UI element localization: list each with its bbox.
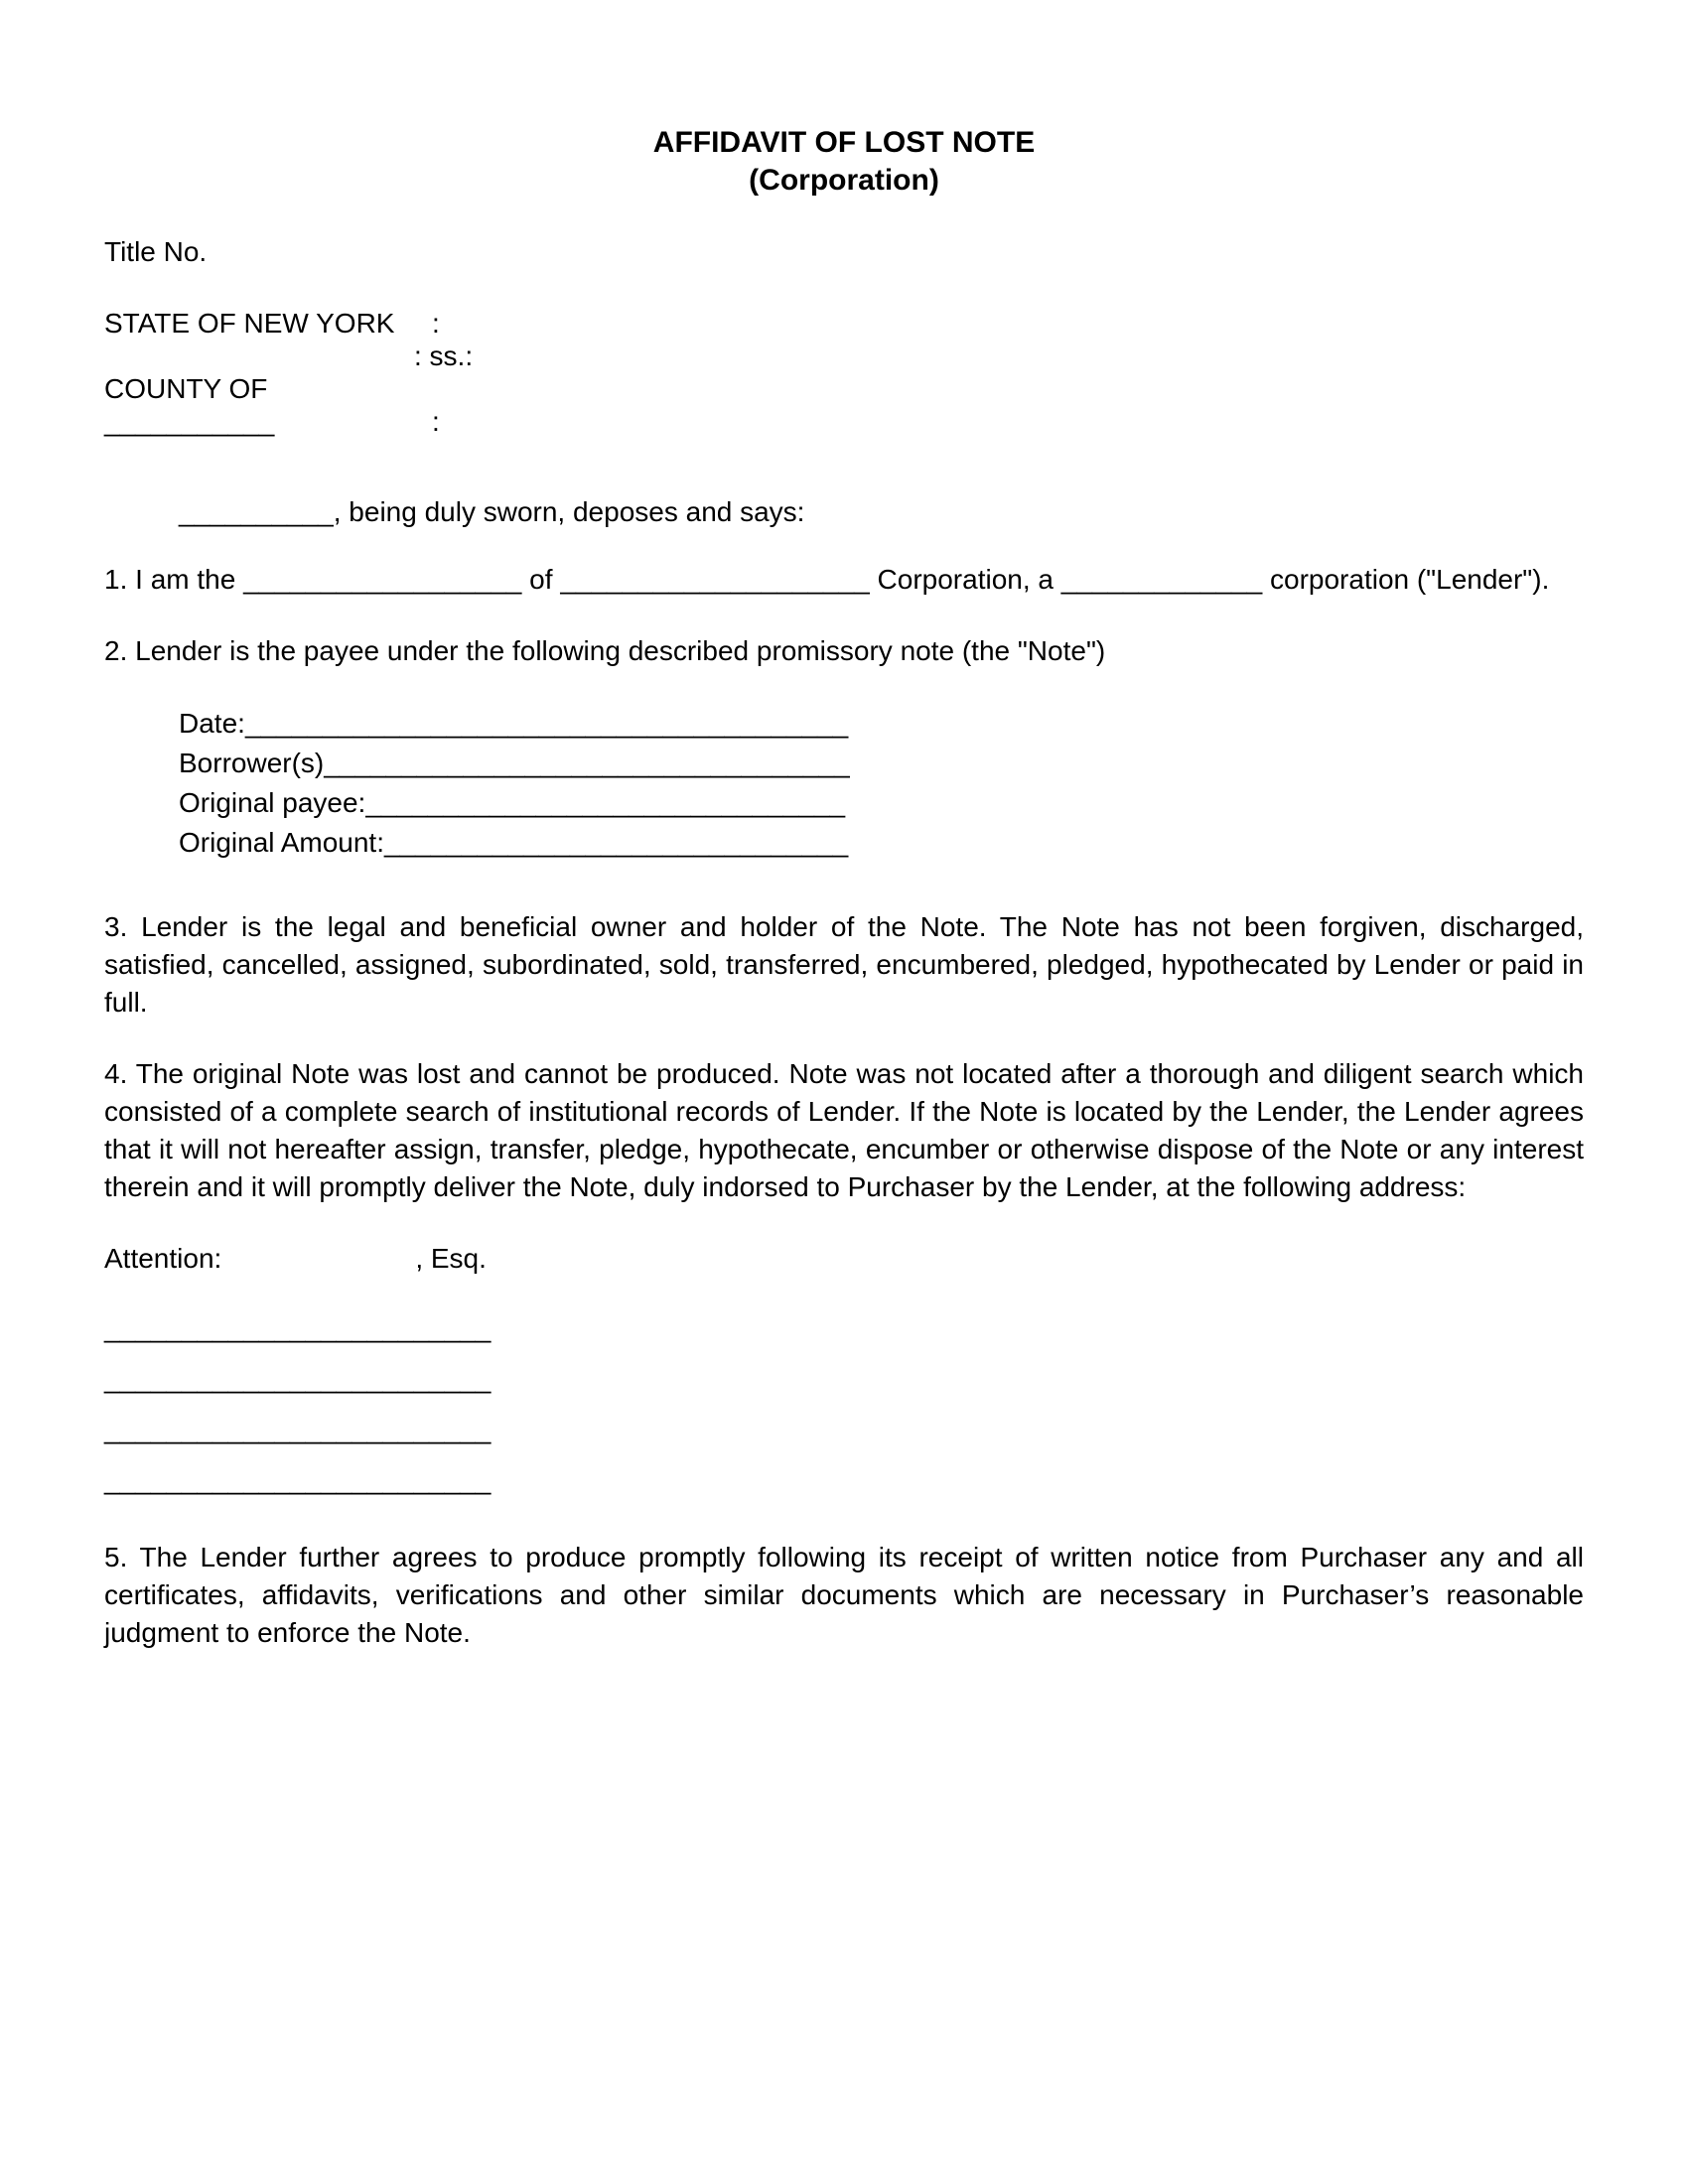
corporation-name-blank[interactable]: ____________________ xyxy=(560,564,870,595)
original-amount-blank[interactable]: ______________________________ xyxy=(384,827,849,858)
date-label: Date: xyxy=(179,708,245,739)
paragraph-3: 3. Lender is the legal and beneficial owner and holder of the Note. The Note has not been forgiven, discharged, satisfied, cancelled, assigned, subordinated, sold, transferred, encumbered, pledged, hypothecated by Lender or paid in full. xyxy=(104,911,1584,1018)
original-payee-blank[interactable]: _______________________________ xyxy=(365,787,846,818)
borrowers-field xyxy=(179,744,1584,783)
ss-text: : ss.: xyxy=(414,341,474,371)
sworn-statement-text: , being duly sworn, deposes and says: xyxy=(333,496,805,527)
original-amount-field xyxy=(179,823,1584,863)
county-label: COUNTY OF xyxy=(104,373,268,404)
state-colon: : xyxy=(432,308,440,339)
address-blank-line-2[interactable]: _________________________ xyxy=(104,1363,492,1394)
note-fields-block xyxy=(104,704,1584,863)
original-amount-label: Original Amount: xyxy=(179,827,384,858)
borrowers-label: Borrower(s) xyxy=(179,748,325,778)
address-blanks-block xyxy=(104,1309,1584,1499)
attention-esq: , Esq. xyxy=(415,1243,487,1274)
document-subtitle: (Corporation) xyxy=(749,164,939,197)
paragraph-1 xyxy=(104,561,1584,599)
attention-label: Attention: xyxy=(104,1243,222,1274)
venue-block xyxy=(104,307,1584,438)
paragraph-1-lead: 1. I am the xyxy=(104,564,236,595)
date-field xyxy=(179,704,1584,744)
county-colon: : xyxy=(432,406,440,437)
paragraph-1-mid: Corporation, a xyxy=(877,564,1054,595)
ss-line xyxy=(104,340,1584,372)
original-payee-field xyxy=(179,783,1584,823)
paragraph-2: 2. Lender is the payee under the following described promissory note (the "Note") xyxy=(104,635,1106,666)
paragraph-5: 5. The Lender further agrees to produce promptly following its receipt of written notice from Purchaser any and all certificates, affidavits, verifications and other similar documents which are necessary in Purchaser’s reasonable judgment to enforce the Note. xyxy=(104,1542,1584,1648)
incorporation-state-blank[interactable]: _____________ xyxy=(1060,564,1263,595)
address-blank-line-4[interactable]: _________________________ xyxy=(104,1464,492,1495)
date-blank[interactable]: _______________________________________ xyxy=(244,708,849,739)
sworn-statement-line xyxy=(104,493,1584,531)
borrowers-blank[interactable]: __________________________________ xyxy=(324,748,850,778)
address-blank-line-3[interactable]: _________________________ xyxy=(104,1414,492,1444)
paragraph-4: 4. The original Note was lost and cannot be produced. Note was not located after a thorough and diligent search which consisted of a complete search of institutional records of Lender. If the Note is located by the Lender, the Lender agrees that it will not hereafter assign, transfer, pledge, hypothecate, encumber or otherwise dispose of the Note or any interest therein and it will promptly deliver the Note, duly indorsed to Purchaser by the Lender, at the following address: xyxy=(104,1058,1584,1202)
address-blank-line-1[interactable]: _________________________ xyxy=(104,1312,492,1343)
title-no-label: Title No. xyxy=(104,236,208,267)
original-payee-label: Original payee: xyxy=(179,787,366,818)
county-line xyxy=(104,372,1584,438)
paragraph-1-tail: corporation ("Lender"). xyxy=(1270,564,1550,595)
county-blank[interactable]: ___________ xyxy=(104,406,275,437)
document-title: AFFIDAVIT OF LOST NOTE xyxy=(652,126,1036,159)
paragraph-1-of: of xyxy=(529,564,553,595)
state-name: STATE OF NEW YORK xyxy=(104,308,395,339)
affiant-name-blank[interactable]: __________ xyxy=(179,496,334,527)
state-line xyxy=(104,307,1584,340)
attention-line xyxy=(104,1240,1584,1278)
officer-title-blank[interactable]: __________________ xyxy=(243,564,522,595)
